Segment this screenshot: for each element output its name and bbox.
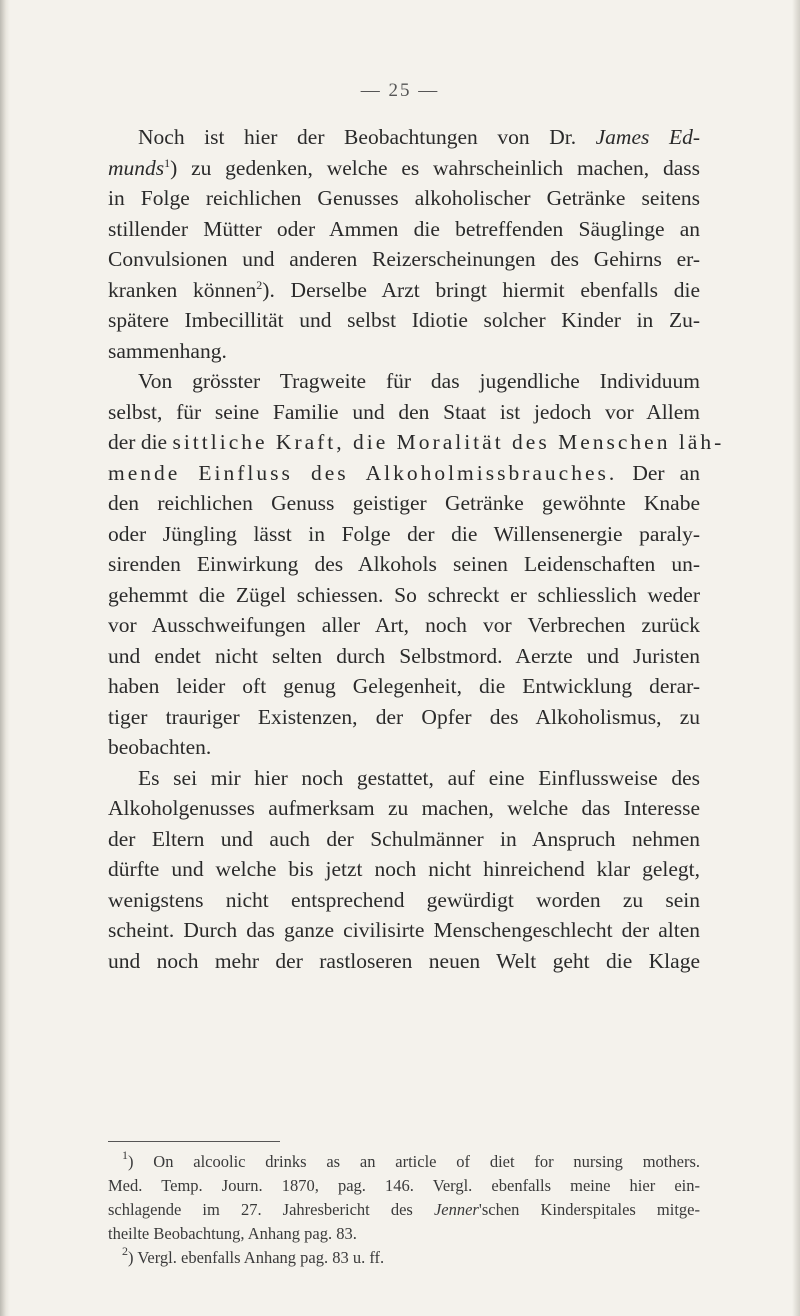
text-line: scheint. Durch das ganze civilisirte Menschengeschlecht der alten	[108, 918, 700, 942]
footnotes	[108, 1150, 700, 1270]
footnote-line: Med. Temp. Journ. 1870, pag. 146. Vergl. ebenfalls meine hier ein-	[108, 1176, 700, 1195]
footnote-ref-2[interactable]: 2	[256, 277, 263, 292]
page-edge-shadow-right	[792, 0, 800, 1316]
text-line: Convulsionen und anderen Reizerscheinungen des Gehirns er-	[108, 247, 700, 271]
emphasized-text: sittliche Kraft, die Moralität des Menschen läh-	[172, 430, 725, 454]
author-name-cont: munds	[108, 155, 165, 180]
text-line: Alkoholgenusses aufmerksam zu machen, welche das Interesse	[108, 796, 700, 820]
text-line: dürfte und welche bis jetzt noch nicht hinreichend klar gelegt,	[108, 857, 700, 881]
emphasized-text: mende Einfluss des Alkoholmissbrauches.	[108, 460, 618, 485]
footnote-1: $^1$) On alcoolic drinks as an article of diet for nursing mothers.	[122, 1148, 700, 1171]
person-name: Jenner	[433, 1200, 479, 1219]
footnote-ref-1[interactable]: 1	[164, 155, 171, 170]
text-line: tiger trauriger Existenzen, der Opfer des Alkoholismus, zu	[108, 704, 700, 729]
text-line: mende Einfluss des Alkoholmissbrauches. Der an	[108, 460, 700, 485]
footnote-marker: 2	[122, 1244, 128, 1258]
text-line: der Eltern und auch der Schulmänner in Anspruch nehmen	[108, 826, 700, 851]
text-line: und endet nicht selten durch Selbstmord. Aerzte und Juristen	[108, 643, 700, 668]
main-text	[108, 122, 725, 976]
footnote-line: schlagende im 27. Jahresbericht des Jenner'schen Kinderspitales mitge-	[108, 1200, 701, 1219]
text-line: Es sei mir hier noch gestattet, auf eine Einflussweise des	[138, 765, 700, 790]
text-line: sirenden Einwirkung des Alkohols seinen Leidenschaften un-	[108, 552, 700, 576]
text-line: munds$^1$) zu gedenken, welche es wahrscheinlich machen, dass	[108, 155, 700, 180]
page-number: — 25 —	[360, 80, 440, 101]
text-line: kranken können$^2$). Derselbe Arzt bringt hiermit ebenfalls die	[108, 277, 700, 302]
text-line: haben leider oft genug Gelegenheit, die Entwicklung derar-	[108, 674, 700, 698]
text-line: stillender Mütter oder Ammen die betreffenden Säuglinge an	[108, 216, 700, 241]
footnote-separator	[108, 1141, 280, 1142]
text-line: vor Ausschweifungen aller Art, noch vor Verbrechen zurück	[108, 613, 700, 637]
text-line: der die sittliche Kraft, die Moralität des Menschen läh-	[108, 430, 725, 454]
footnote-line: theilte Beobachtung, Anhang pag. 83.	[108, 1224, 357, 1243]
text-line: oder Jüngling lässt in Folge der die Willensenergie paraly-	[108, 521, 700, 546]
text-line: in Folge reichlichen Genusses alkoholischer Getränke seitens	[108, 186, 700, 210]
text-line: den reichlichen Genuss geistiger Getränke gewöhnte Knabe	[108, 491, 700, 515]
text-line: sammenhang.	[108, 338, 227, 363]
text-line: spätere Imbecillität und selbst Idiotie solcher Kinder in Zu-	[108, 308, 700, 332]
text-line: wenigstens nicht entsprechend gewürdigt worden zu sein	[108, 887, 700, 912]
page-edge-shadow-left	[0, 0, 10, 1316]
text-line: gehemmt die Zügel schiessen. So schreckt er schliesslich weder	[108, 582, 700, 607]
author-name: James Ed-	[595, 125, 700, 149]
text-line: beobachten.	[108, 735, 212, 759]
text-line: selbst, für seine Familie und den Staat ist jedoch vor Allem	[108, 399, 700, 424]
footnote-2: $^2$) Vergl. ebenfalls Anhang pag. 83 u. ff.	[122, 1244, 385, 1267]
text-line: und noch mehr der rastloseren neuen Welt geht die Klage	[108, 948, 700, 973]
text-line: Von grösster Tragweite für das jugendliche Individuum	[138, 369, 700, 393]
footnote-marker: 1	[122, 1148, 128, 1162]
text-line: Noch ist hier der Beobachtungen von Dr. James Ed-	[138, 125, 700, 149]
